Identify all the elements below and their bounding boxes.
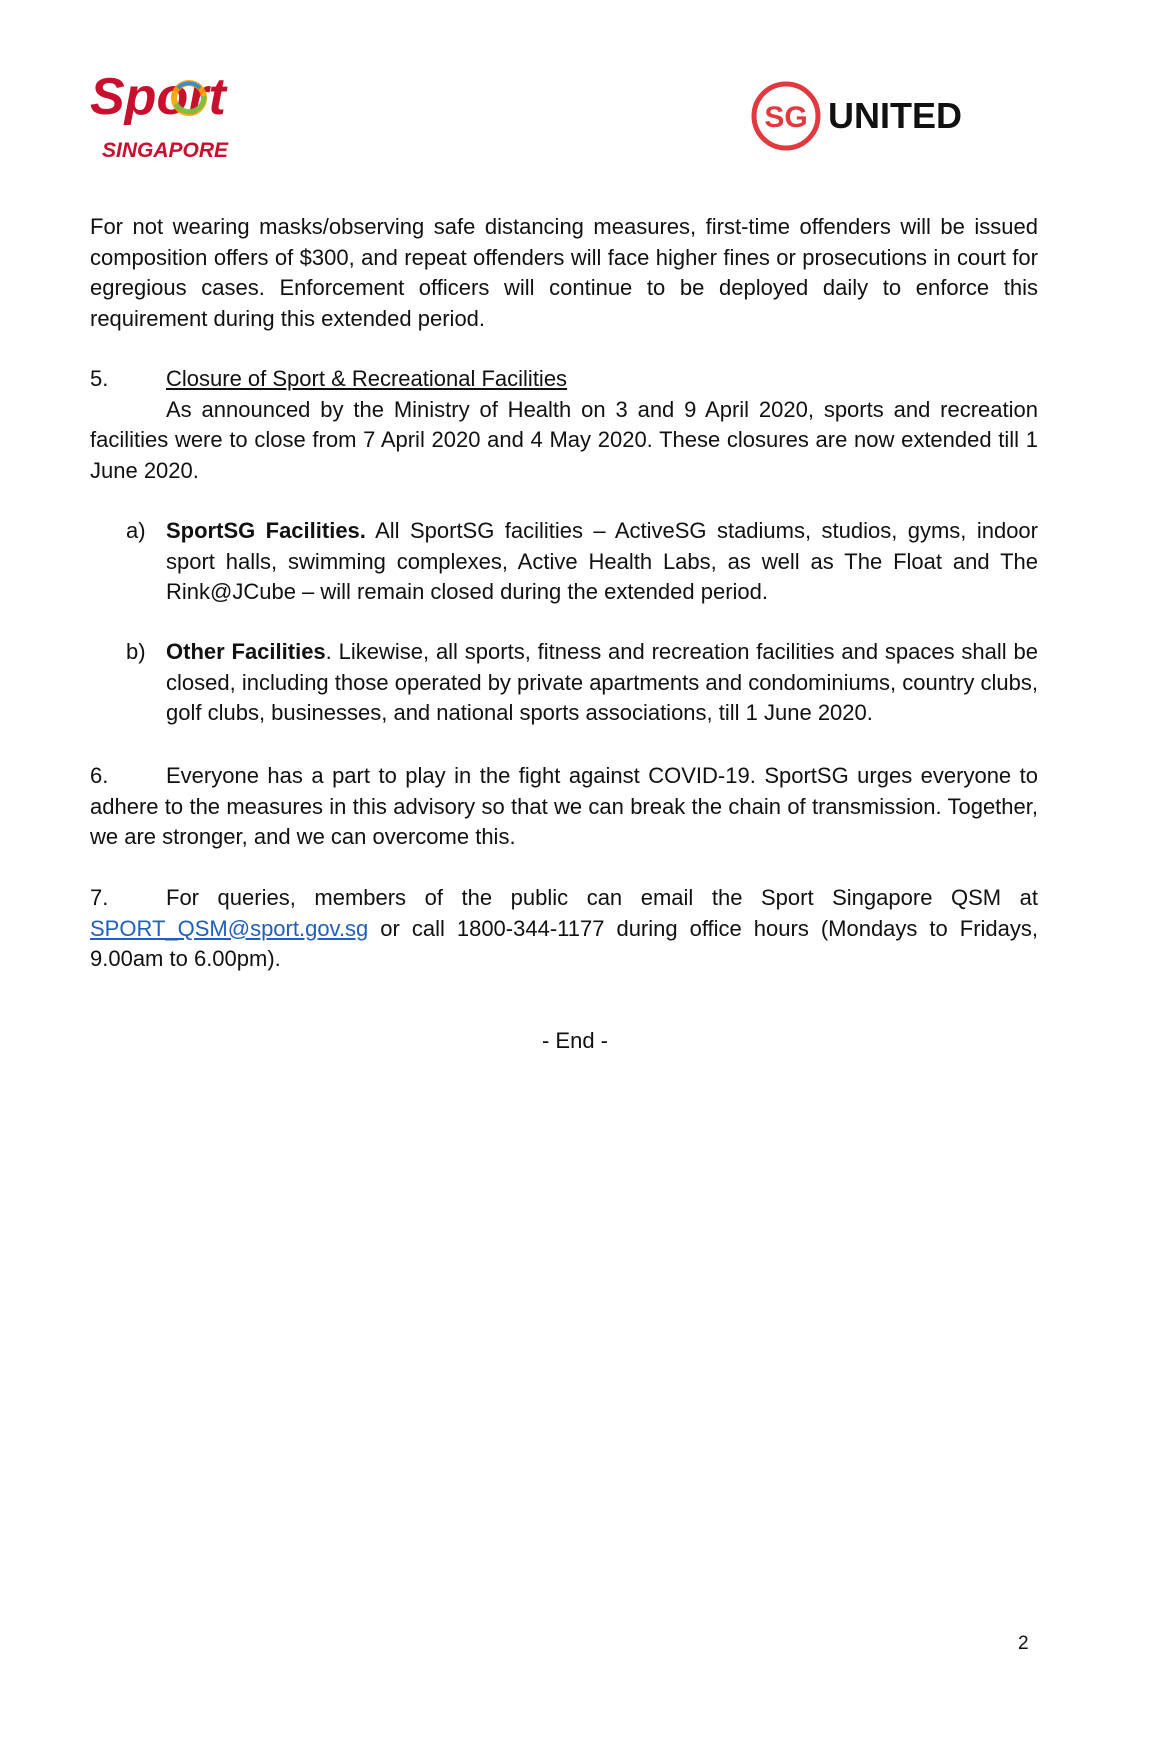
section-5-body: As announced by the Ministry of Health on 3 and 9 April 2020, sports and recreation facilities were to close from 7 April 2020 and 4 May 2020. These closures are now extended till 1 June 2020.: [90, 396, 1038, 483]
section-7-body-b: or call 1800-344-1177 during office hours (Mondays to Fridays, 9.00am to 6.00pm).: [90, 915, 1038, 971]
section-5b-body: . Likewise, all sports, fitness and recreation facilities and spaces shall be closed, including those operated by private apartments and condominiums, country clubs, golf clubs, businesses, and national sports associations, till 1 June 2020.: [166, 639, 1038, 725]
intro-text: For not wearing masks/observing safe distancing measures, first-time offenders will be issued composition offers of $300, and repeat offenders will face higher fines or prosecutions in court for egregious cases. Enforcement officers will continue to be deployed daily to enforce this requirement during this extended period.: [90, 214, 1038, 331]
section-6-body: Everyone has a part to play in the fight against COVID-19. SportSG urges everyone to adhere to the measures in this advisory so that we can break the chain of transmission. Together, we are stronger, and we can overcome this.: [90, 763, 1038, 849]
section-5a-body: All SportSG facilities – ActiveSG stadiums, studios, gyms, indoor sport halls, swimming complexes, Active Health Labs, as well as The Float and The Rink@JCube – will remain closed during the extended period.: [166, 518, 1038, 604]
sport-singapore-logo: [88, 66, 288, 166]
section-5a-body-line: [166, 516, 1038, 608]
logo-united-word: UNITED: [828, 95, 962, 136]
logo-sport-sub: SINGAPORE: [102, 139, 229, 162]
logo-sg-badge: SG: [764, 101, 808, 134]
section-7-number: 7.: [90, 885, 109, 910]
section-7-line: [90, 883, 1038, 975]
section-6: [90, 761, 1038, 853]
section-5a: [126, 516, 1038, 608]
section-5-number: 5.: [90, 366, 109, 391]
section-7-body-a: For queries, members of the public can email the Sport Singapore QSM at: [166, 885, 1038, 910]
section-7: [90, 883, 1038, 975]
end-marker: - End -: [541, 1028, 609, 1053]
section-5a-title: SportSG Facilities.: [166, 518, 366, 543]
section-5b-body-line: [166, 637, 1038, 729]
section-5b: [126, 637, 1038, 729]
section-5b-label: b): [126, 639, 146, 664]
section-5-heading: Closure of Sport & Recreational Facilities: [166, 366, 568, 391]
email-link[interactable]: SPORT_QSM@sport.gov.sg: [90, 915, 369, 941]
section-6-line: [90, 761, 1038, 853]
intro-paragraph: [90, 212, 1038, 334]
section-5a-label: a): [126, 518, 146, 543]
page-number: 2: [1018, 1633, 1029, 1654]
logo-sport-word: Sport: [90, 68, 226, 126]
section-5-heading-line: [90, 364, 1038, 395]
section-6-number: 6.: [90, 763, 109, 788]
sg-united-logo: [748, 76, 1008, 156]
section-5b-title: Other Facilities: [166, 639, 326, 664]
section-5-body-line: [90, 395, 1038, 487]
section-5: [90, 364, 1038, 486]
